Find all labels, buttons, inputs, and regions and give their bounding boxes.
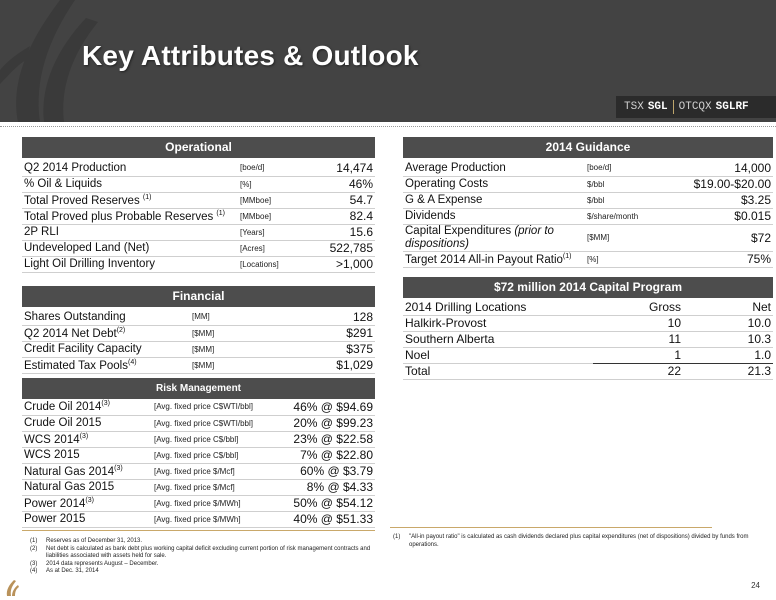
table-row <box>22 325 375 341</box>
capital-net: 1.0 <box>683 347 773 363</box>
ticker-symbol-2: SGLRF <box>715 101 749 113</box>
row-value: $1,029 <box>300 357 375 373</box>
row-value: 14,474 <box>300 160 375 176</box>
risk-table <box>22 399 375 528</box>
row-label-cell <box>403 224 585 251</box>
row-unit: $/bbl <box>585 176 677 192</box>
table-row <box>22 447 375 463</box>
row-label-cell <box>22 256 238 272</box>
row-value: $0.015 <box>677 208 773 224</box>
table-row <box>403 363 773 379</box>
footnote-line <box>393 534 773 542</box>
row-unit: [Acres] <box>238 240 300 256</box>
table-row <box>22 495 375 511</box>
row-value: 23% @ $22.58 <box>280 431 375 447</box>
row-label: Natural Gas 2015 <box>24 481 115 493</box>
row-value: 46% @ $94.69 <box>280 399 375 415</box>
ticker-badge <box>616 96 776 118</box>
row-unit: [Avg. fixed price $/MWh] <box>152 495 280 511</box>
row-label: % Oil & Liquids <box>24 178 102 190</box>
row-value: $72 <box>677 224 773 251</box>
row-label: Total Proved Reserves <box>24 194 143 207</box>
capital-col-net: Net <box>683 299 773 315</box>
row-value: 50% @ $54.12 <box>280 495 375 511</box>
row-unit: [MMboe] <box>238 208 300 224</box>
footnote-ref: (1) <box>216 209 225 217</box>
guidance-header: 2014 Guidance <box>403 137 773 158</box>
table-row <box>22 341 375 357</box>
left-footnote-rule <box>22 530 375 531</box>
footnote-line <box>393 542 773 550</box>
row-value: 82.4 <box>300 208 375 224</box>
footnote-line <box>30 546 380 554</box>
right-footnote-rule <box>390 527 712 528</box>
footnote-ref: (3) <box>101 400 110 408</box>
row-label-cell <box>22 511 152 527</box>
table-row <box>22 415 375 431</box>
row-value: $291 <box>300 325 375 341</box>
financial-header: Financial <box>22 286 375 307</box>
row-unit: [%] <box>585 251 677 267</box>
table-row <box>22 176 375 192</box>
row-label: Power 2014 <box>24 497 86 510</box>
row-unit: [MM] <box>190 309 300 325</box>
row-unit: [Avg. fixed price $/Mcf] <box>152 479 280 495</box>
row-unit: $/share/month <box>585 208 677 224</box>
left-footnotes <box>30 538 380 576</box>
header-divider <box>0 126 776 127</box>
row-value: $375 <box>300 341 375 357</box>
footnote-ref: (2) <box>116 326 126 334</box>
capital-program-header: $72 million 2014 Capital Program <box>403 277 773 298</box>
row-label: Average Production <box>405 161 506 174</box>
capital-location: Noel <box>403 347 593 363</box>
row-unit: $/bbl <box>585 192 677 208</box>
row-unit: [$MM] <box>585 224 677 251</box>
table-row <box>22 208 375 224</box>
capital-net: 10.0 <box>683 315 773 331</box>
right-footnotes <box>393 534 773 549</box>
operational-header: Operational <box>22 137 375 158</box>
row-label: Natural Gas 2014 <box>24 465 115 478</box>
row-label-cell <box>22 431 152 447</box>
row-label-cell <box>22 208 238 224</box>
footnote-text: liabilities associated with assets held for sale. <box>46 553 167 559</box>
capital-location: Total <box>403 363 593 379</box>
row-unit: [Avg. fixed price C$WTI/bbl] <box>152 415 280 431</box>
ticker-exchange-1: TSX <box>624 101 644 113</box>
row-label: Total Proved plus Probable Reserves <box>24 210 217 223</box>
footnote-number: (1) <box>30 538 38 544</box>
row-unit: [$MM] <box>190 325 300 341</box>
footnote-ref: (1) <box>142 193 152 201</box>
row-label: Power 2015 <box>24 513 86 525</box>
row-value: 46% <box>300 176 375 192</box>
row-label-cell <box>403 192 585 208</box>
footnote-number: (4) <box>30 568 38 574</box>
title-banner <box>0 0 776 122</box>
row-unit: [Avg. fixed price C$/bbl] <box>152 447 280 463</box>
row-label: WCS 2015 <box>24 449 80 461</box>
footnote-line <box>30 553 380 561</box>
row-unit: [Avg. fixed price $/Mcf] <box>152 463 280 479</box>
row-value: >1,000 <box>300 256 375 272</box>
row-unit: [Years] <box>238 224 300 240</box>
footnote-text: As at Dec. 31, 2014 <box>46 568 99 574</box>
footnote-number: (1) <box>393 534 401 540</box>
table-row <box>22 224 375 240</box>
row-label-cell <box>22 240 238 256</box>
row-value: 522,785 <box>300 240 375 256</box>
capital-gross: 11 <box>593 331 683 347</box>
financial-table <box>22 309 375 374</box>
table-row <box>403 176 773 192</box>
table-row <box>22 192 375 208</box>
row-value: 128 <box>300 309 375 325</box>
table-row <box>22 431 375 447</box>
row-unit: [boe/d] <box>238 160 300 176</box>
table-row <box>22 357 375 373</box>
row-value: 8% @ $4.33 <box>280 479 375 495</box>
row-label-cell <box>22 192 238 208</box>
table-row <box>403 160 773 176</box>
row-label-cell <box>403 208 585 224</box>
row-value: 15.6 <box>300 224 375 240</box>
table-row <box>403 208 773 224</box>
table-row <box>403 251 773 267</box>
row-label-cell <box>22 479 152 495</box>
table-row <box>403 315 773 331</box>
footnote-text: operations. <box>409 541 439 548</box>
row-label: Shares Outstanding <box>24 310 126 323</box>
table-row <box>403 224 773 251</box>
row-value: $3.25 <box>677 192 773 208</box>
row-label-cell <box>403 251 585 267</box>
table-row <box>22 160 375 176</box>
capital-net: 21.3 <box>683 363 773 379</box>
row-value: 14,000 <box>677 160 773 176</box>
row-label-cell <box>22 495 152 511</box>
table-row <box>403 331 773 347</box>
page-number: 24 <box>751 581 760 590</box>
row-unit: [Avg. fixed price C$/bbl] <box>152 431 280 447</box>
row-label: Capital Expenditures <box>405 224 515 237</box>
row-label-cell <box>22 325 190 341</box>
row-label: WCS 2014 <box>24 433 80 446</box>
ticker-symbol-1: SGL <box>647 101 668 113</box>
row-value: 75% <box>677 251 773 267</box>
footnote-number: (3) <box>30 560 38 567</box>
footnote-ref: (4) <box>127 358 137 366</box>
row-label-cell <box>22 309 190 325</box>
row-label: Q2 2014 Production <box>24 161 127 174</box>
table-row <box>22 479 375 495</box>
row-label: Light Oil Drilling Inventory <box>24 258 156 270</box>
footnote-ref: (1) <box>562 252 572 260</box>
row-label: Estimated Tax Pools <box>24 359 128 372</box>
row-label: Q2 2014 Net Debt <box>24 327 117 340</box>
footnote-line <box>30 561 380 569</box>
row-unit: [$MM] <box>190 357 300 373</box>
row-label-cell <box>22 399 152 415</box>
row-unit: [$MM] <box>190 341 300 357</box>
row-label: Undeveloped Land (Net) <box>24 242 150 254</box>
ticker-separator <box>673 100 674 114</box>
row-label-cell <box>22 176 238 192</box>
row-unit: [boe/d] <box>585 160 677 176</box>
row-label: Crude Oil 2014 <box>24 401 102 414</box>
table-row <box>22 511 375 527</box>
row-value: 60% @ $3.79 <box>280 463 375 479</box>
footnote-ref: (3) <box>79 432 89 440</box>
operational-table <box>22 160 375 273</box>
ticker-exchange-2: OTCQX <box>678 101 712 113</box>
page-title: Key Attributes & Outlook <box>82 40 419 71</box>
table-row <box>403 192 773 208</box>
footnote-line <box>30 568 380 576</box>
table-row <box>22 240 375 256</box>
capital-gross: 22 <box>593 363 683 379</box>
row-label-cell <box>22 415 152 431</box>
row-label-cell <box>22 357 190 373</box>
capital-col-locations: 2014 Drilling Locations <box>403 299 593 315</box>
risk-header: Risk Management <box>22 378 375 399</box>
row-value: 54.7 <box>300 192 375 208</box>
row-label: Dividends <box>405 210 456 222</box>
row-label-cell <box>22 224 238 240</box>
table-row <box>22 309 375 325</box>
row-label-cell <box>403 176 585 192</box>
footnote-number: (2) <box>30 545 38 552</box>
table-row <box>403 347 773 363</box>
table-row <box>22 399 375 415</box>
capital-gross: 10 <box>593 315 683 331</box>
row-unit: [Locations] <box>238 256 300 272</box>
row-label-cell <box>403 160 585 176</box>
footnote-text: 2014 data represents August – December. <box>46 560 159 567</box>
row-label: Crude Oil 2015 <box>24 417 102 429</box>
row-label: Credit Facility Capacity <box>24 343 142 355</box>
footnote-text: Net debt is calculated as bank debt plus working capital deficit excluding current portion of risk management contracts and <box>46 545 371 552</box>
row-value: 40% @ $51.33 <box>280 511 375 527</box>
row-label-cell <box>22 160 238 176</box>
footnote-text: "All-in payout ratio" is calculated as cash dividends declared plus capital expenditures (net of dispositions) divided by funds from <box>409 534 749 540</box>
row-unit: [%] <box>238 176 300 192</box>
capital-col-gross: Gross <box>593 299 683 315</box>
capital-program-table <box>403 299 773 380</box>
capital-location: Halkirk-Provost <box>403 315 593 331</box>
capital-location: Southern Alberta <box>403 331 593 347</box>
footnote-ref: (3) <box>85 496 94 504</box>
row-label-cell <box>22 341 190 357</box>
row-unit: [Avg. fixed price C$WTI/bbl] <box>152 399 280 415</box>
row-label: 2P RLI <box>24 226 59 238</box>
guidance-table <box>403 160 773 268</box>
row-label: Target 2014 All-in Payout Ratio <box>405 253 563 266</box>
row-unit: [Avg. fixed price $/MWh] <box>152 511 280 527</box>
footnote-text: Reserves as of December 31, 2013. <box>46 538 143 544</box>
row-value: 7% @ $22.80 <box>280 447 375 463</box>
row-label: G & A Expense <box>405 194 483 206</box>
row-value: 20% @ $99.23 <box>280 415 375 431</box>
row-label: Operating Costs <box>405 178 489 190</box>
row-label-cell <box>22 447 152 463</box>
footnote-ref: (3) <box>114 464 123 472</box>
table-row <box>22 256 375 272</box>
row-value: $19.00-$20.00 <box>677 176 773 192</box>
capital-gross: 1 <box>593 347 683 363</box>
footnote-line <box>30 538 380 546</box>
row-unit: [MMboe] <box>238 192 300 208</box>
row-label-cell <box>22 463 152 479</box>
table-row <box>22 463 375 479</box>
company-logo-icon <box>5 580 19 596</box>
row-label-italic: (prior to dispositions) <box>405 224 554 250</box>
capital-net: 10.3 <box>683 331 773 347</box>
